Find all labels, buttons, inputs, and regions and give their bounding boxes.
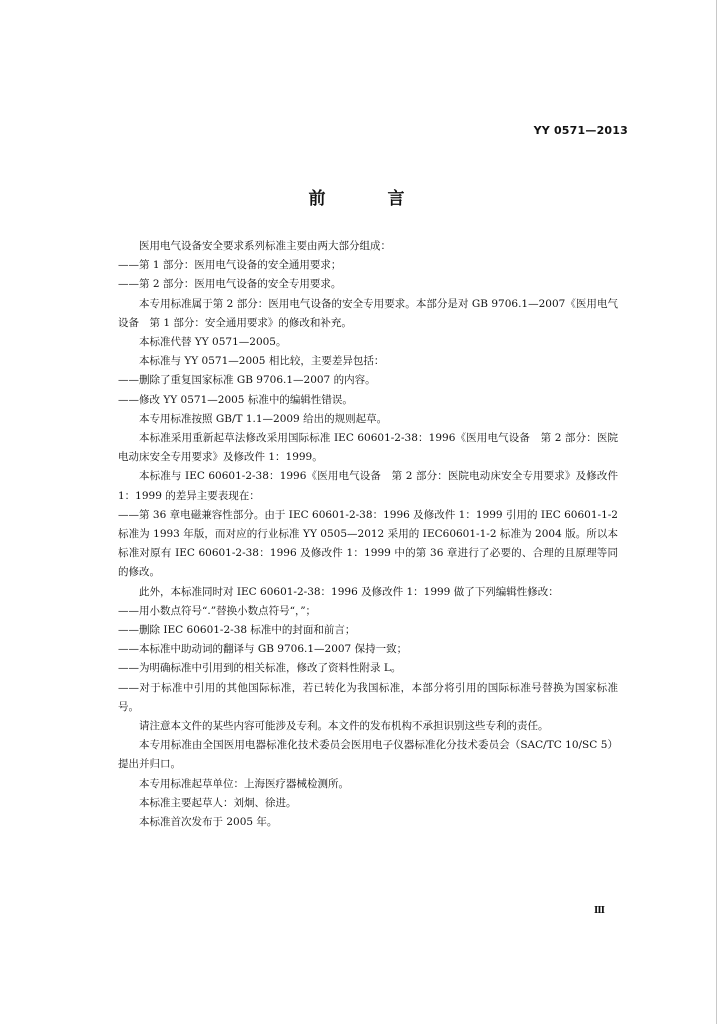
paragraph: ——本标准中助动词的翻译与 GB 9706.1—2007 保持一致； <box>118 643 408 656</box>
standard-code-header: YY 0571—2013 <box>533 124 628 137</box>
paragraph: ——第 2 部分：医用电气设备的安全专用要求。 <box>118 278 342 291</box>
paragraph: 本标准与 YY 0571—2005 相比较，主要差异包括： <box>139 355 385 368</box>
paragraph: 医用电气设备安全要求系列标准主要由两大部分组成： <box>139 240 391 252</box>
page-edge-divider <box>716 0 717 1024</box>
paragraph: 本专用标准由全国医用电器标准化技术委员会医用电子仪器标准化分技术委员会（SAC/TC 10/SC 5）提出并归口。 <box>118 739 618 771</box>
paragraph: 此外，本标准同时对 IEC 60601-2-38：1996 及修改件 1：1999 做了下列编辑性修改： <box>139 585 559 598</box>
paragraph: ——第 36 章电磁兼容性部分。由于 IEC 60601-2-38：1996 及修改件 1：1999 引用的 IEC 60601-1-2 标准为 1993 年版，而对应的行业标准 YY 0505—2012 采用的 IEC60601-1-2 标准为 2004 版。所以本标准对原有 IEC 60601-2-38：1996 及修改件 1：1999 中的第 36 章进行了必要的、合理的且原理等同的修改。 <box>118 508 618 579</box>
paragraph: 本标准首次发布于 2005 年。 <box>139 816 278 829</box>
paragraph: ——用小数点符号“.”替换小数点符号“，”； <box>118 604 317 617</box>
paragraph: ——删除了重复国家标准 GB 9706.1—2007 的内容。 <box>118 374 376 387</box>
paragraph: ——第 1 部分：医用电气设备的安全通用要求； <box>118 259 342 272</box>
page-number: Ⅲ <box>594 906 605 916</box>
paragraph: 本专用标准属于第 2 部分：医用电气设备的安全专用要求。本部分是对 GB 9706.1—2007《医用电气设备 第 1 部分：安全通用要求》的修改和补充。 <box>118 297 618 329</box>
paragraph: ——删除 IEC 60601-2-38 标准中的封面和前言； <box>118 624 356 637</box>
foreword-body <box>118 237 618 832</box>
paragraph: 本标准采用重新起草法修改采用国际标准 IEC 60601-2-38：1996《医用电气设备 第 2 部分：医院电动床安全专用要求》及修改件 1：1999。 <box>118 432 618 464</box>
page-title: 前 言 <box>308 189 433 209</box>
paragraph: 本专用标准起草单位：上海医疗器械检测所。 <box>139 777 349 790</box>
paragraph: 本标准主要起草人：刘炯、徐进。 <box>139 796 297 809</box>
paragraph: ——对于标准中引用的其他国际标准，若已转化为我国标准，本部分将引用的国际标准号替换为国家标准号。 <box>118 681 618 713</box>
paragraph: ——修改 YY 0571—2005 标准中的编辑性错误。 <box>118 393 353 406</box>
paragraph: 请注意本文件的某些内容可能涉及专利。本文件的发布机构不承担识别这些专利的责任。 <box>139 720 549 733</box>
paragraph: 本标准代替 YY 0571—2005。 <box>139 336 287 349</box>
paragraph: 本标准与 IEC 60601-2-38：1996《医用电气设备 第 2 部分：医院电动床安全专用要求》及修改件 1：1999 的差异主要表现在： <box>118 470 618 502</box>
paragraph: ——为明确标准中引用到的相关标准，修改了资料性附录 L。 <box>118 662 402 675</box>
paragraph: 本专用标准按照 GB/T 1.1—2009 给出的规则起草。 <box>139 412 388 425</box>
